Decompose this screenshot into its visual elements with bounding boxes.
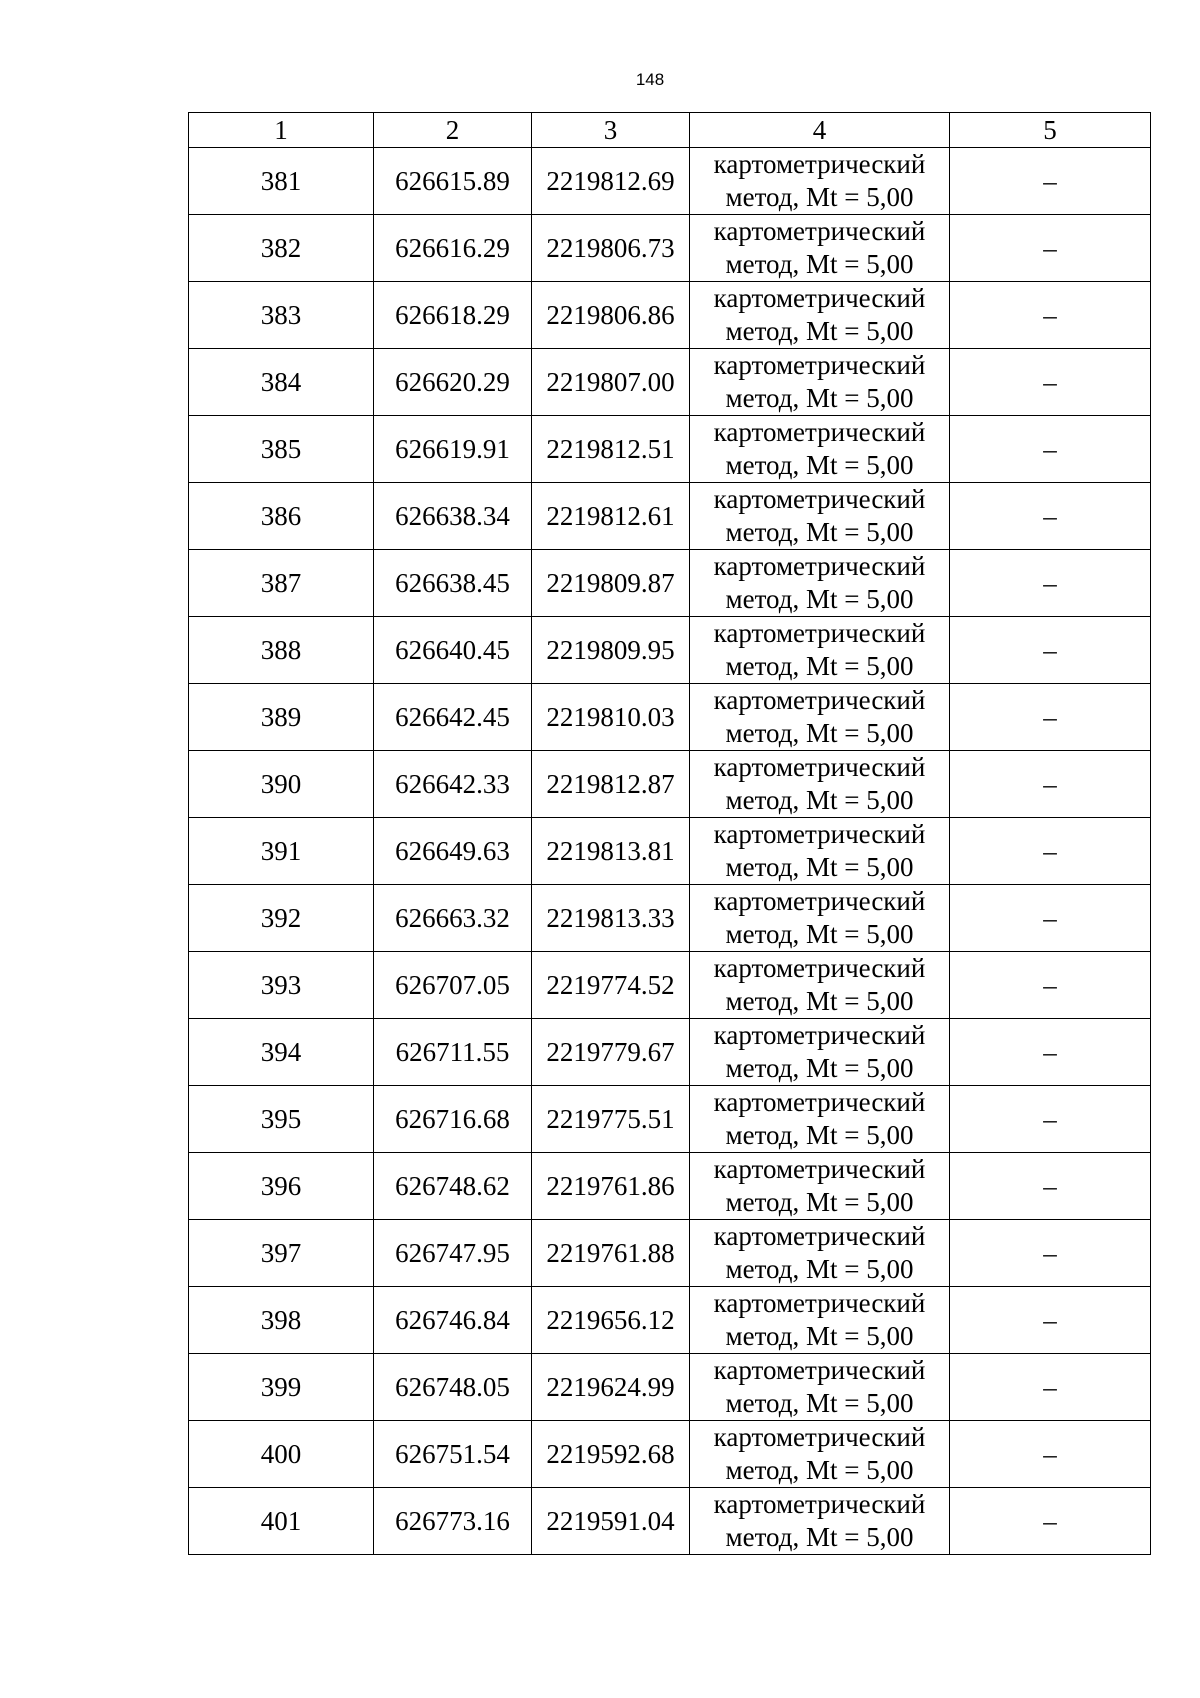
method-line-1: картометрический <box>713 149 926 179</box>
table-row <box>189 1019 1151 1086</box>
method-line-2: метод, Mt = 5,00 <box>725 986 914 1016</box>
method-line-2: метод, Mt = 5,00 <box>725 1120 914 1150</box>
coordinate-y: 2219591.04 <box>532 1488 690 1555</box>
note-cell: – <box>950 684 1151 751</box>
coordinate-x: 626751.54 <box>374 1421 532 1488</box>
point-number: 400 <box>189 1421 374 1488</box>
table-row <box>189 1153 1151 1220</box>
table-row <box>189 617 1151 684</box>
point-number: 394 <box>189 1019 374 1086</box>
coordinate-x: 626748.05 <box>374 1354 532 1421</box>
coordinate-x: 626746.84 <box>374 1287 532 1354</box>
method-cell <box>690 483 950 550</box>
method-line-1: картометрический <box>713 953 926 983</box>
point-number: 392 <box>189 885 374 952</box>
method-cell <box>690 1220 950 1287</box>
point-number: 383 <box>189 282 374 349</box>
point-number: 390 <box>189 751 374 818</box>
coordinate-y: 2219806.73 <box>532 215 690 282</box>
point-number: 395 <box>189 1086 374 1153</box>
method-cell <box>690 416 950 483</box>
method-cell <box>690 751 950 818</box>
coordinate-y: 2219779.67 <box>532 1019 690 1086</box>
coordinate-y: 2219812.69 <box>532 148 690 215</box>
coordinate-y: 2219812.87 <box>532 751 690 818</box>
note-cell: – <box>950 1488 1151 1555</box>
method-cell <box>690 1086 950 1153</box>
table-row <box>189 1354 1151 1421</box>
table-row <box>189 282 1151 349</box>
method-line-1: картометрический <box>713 1288 926 1318</box>
coordinate-x: 626620.29 <box>374 349 532 416</box>
method-line-1: картометрический <box>713 1221 926 1251</box>
method-line-1: картометрический <box>713 1020 926 1050</box>
note-cell: – <box>950 885 1151 952</box>
point-number: 388 <box>189 617 374 684</box>
coordinate-x: 626616.29 <box>374 215 532 282</box>
header-col-4: 4 <box>690 113 950 148</box>
coordinate-x: 626640.45 <box>374 617 532 684</box>
coordinate-x: 626707.05 <box>374 952 532 1019</box>
coordinate-x: 626615.89 <box>374 148 532 215</box>
coordinate-y: 2219806.86 <box>532 282 690 349</box>
coordinate-y: 2219761.86 <box>532 1153 690 1220</box>
method-line-2: метод, Mt = 5,00 <box>725 1388 914 1418</box>
coordinate-y: 2219812.51 <box>532 416 690 483</box>
header-col-1: 1 <box>189 113 374 148</box>
method-cell <box>690 349 950 416</box>
point-number: 391 <box>189 818 374 885</box>
coordinate-x: 626663.32 <box>374 885 532 952</box>
coordinate-x: 626649.63 <box>374 818 532 885</box>
method-line-1: картометрический <box>713 1489 926 1519</box>
coordinate-x: 626748.62 <box>374 1153 532 1220</box>
point-number: 382 <box>189 215 374 282</box>
method-cell <box>690 282 950 349</box>
method-line-2: метод, Mt = 5,00 <box>725 852 914 882</box>
method-line-2: метод, Mt = 5,00 <box>725 517 914 547</box>
method-line-1: картометрический <box>713 1422 926 1452</box>
method-line-2: метод, Mt = 5,00 <box>725 1053 914 1083</box>
point-number: 386 <box>189 483 374 550</box>
method-line-1: картометрический <box>713 350 926 380</box>
point-number: 387 <box>189 550 374 617</box>
method-line-2: метод, Mt = 5,00 <box>725 1187 914 1217</box>
coordinate-y: 2219592.68 <box>532 1421 690 1488</box>
method-line-1: картометрический <box>713 216 926 246</box>
point-number: 401 <box>189 1488 374 1555</box>
method-cell <box>690 550 950 617</box>
point-number: 398 <box>189 1287 374 1354</box>
method-cell <box>690 684 950 751</box>
point-number: 384 <box>189 349 374 416</box>
note-cell: – <box>950 416 1151 483</box>
point-number: 393 <box>189 952 374 1019</box>
table-row <box>189 1287 1151 1354</box>
coordinate-y: 2219813.33 <box>532 885 690 952</box>
note-cell: – <box>950 215 1151 282</box>
method-cell <box>690 1287 950 1354</box>
point-number: 389 <box>189 684 374 751</box>
coordinate-y: 2219656.12 <box>532 1287 690 1354</box>
note-cell: – <box>950 617 1151 684</box>
method-line-2: метод, Mt = 5,00 <box>725 718 914 748</box>
method-line-1: картометрический <box>713 283 926 313</box>
note-cell: – <box>950 1086 1151 1153</box>
coordinate-y: 2219809.87 <box>532 550 690 617</box>
table-row <box>189 1421 1151 1488</box>
method-line-1: картометрический <box>713 685 926 715</box>
note-cell: – <box>950 1354 1151 1421</box>
note-cell: – <box>950 952 1151 1019</box>
method-line-2: метод, Mt = 5,00 <box>725 182 914 212</box>
method-line-1: картометрический <box>713 819 926 849</box>
table-row <box>189 349 1151 416</box>
method-cell <box>690 1153 950 1220</box>
point-number: 397 <box>189 1220 374 1287</box>
note-cell: – <box>950 751 1151 818</box>
table-row <box>189 148 1151 215</box>
coordinate-y: 2219761.88 <box>532 1220 690 1287</box>
method-line-1: картометрический <box>713 417 926 447</box>
coordinate-x: 626747.95 <box>374 1220 532 1287</box>
table-row <box>189 751 1151 818</box>
coordinate-x: 626619.91 <box>374 416 532 483</box>
note-cell: – <box>950 1153 1151 1220</box>
point-number: 381 <box>189 148 374 215</box>
point-number: 396 <box>189 1153 374 1220</box>
coordinate-x: 626773.16 <box>374 1488 532 1555</box>
method-line-2: метод, Mt = 5,00 <box>725 450 914 480</box>
method-line-2: метод, Mt = 5,00 <box>725 919 914 949</box>
method-line-1: картометрический <box>713 618 926 648</box>
table-row <box>189 483 1151 550</box>
note-cell: – <box>950 483 1151 550</box>
table-row <box>189 1220 1151 1287</box>
note-cell: – <box>950 1421 1151 1488</box>
point-number: 399 <box>189 1354 374 1421</box>
coordinate-x: 626618.29 <box>374 282 532 349</box>
note-cell: – <box>950 818 1151 885</box>
method-line-2: метод, Mt = 5,00 <box>725 651 914 681</box>
coordinate-x: 626716.68 <box>374 1086 532 1153</box>
coordinate-x: 626638.34 <box>374 483 532 550</box>
coordinate-x: 626642.33 <box>374 751 532 818</box>
method-cell <box>690 617 950 684</box>
table-row <box>189 550 1151 617</box>
note-cell: – <box>950 1019 1151 1086</box>
coordinates-table <box>188 112 1151 1555</box>
method-cell <box>690 885 950 952</box>
table-row <box>189 416 1151 483</box>
header-col-3: 3 <box>532 113 690 148</box>
method-line-1: картометрический <box>713 886 926 916</box>
note-cell: – <box>950 550 1151 617</box>
point-number: 385 <box>189 416 374 483</box>
method-cell <box>690 818 950 885</box>
method-line-1: картометрический <box>713 752 926 782</box>
header-col-2: 2 <box>374 113 532 148</box>
method-cell <box>690 1019 950 1086</box>
note-cell: – <box>950 1220 1151 1287</box>
table-row <box>189 684 1151 751</box>
coordinate-x: 626642.45 <box>374 684 532 751</box>
method-line-2: метод, Mt = 5,00 <box>725 1321 914 1351</box>
method-cell <box>690 1488 950 1555</box>
coordinate-y: 2219810.03 <box>532 684 690 751</box>
table-row <box>189 885 1151 952</box>
method-line-1: картометрический <box>713 1087 926 1117</box>
coordinate-y: 2219807.00 <box>532 349 690 416</box>
header-col-5: 5 <box>950 113 1151 148</box>
page-number: 148 <box>635 70 665 89</box>
method-line-1: картометрический <box>713 1154 926 1184</box>
coordinate-x: 626711.55 <box>374 1019 532 1086</box>
method-line-2: метод, Mt = 5,00 <box>725 383 914 413</box>
note-cell: – <box>950 282 1151 349</box>
table-body <box>189 148 1151 1555</box>
method-line-1: картометрический <box>713 1355 926 1385</box>
coordinate-y: 2219812.61 <box>532 483 690 550</box>
method-line-2: метод, Mt = 5,00 <box>725 785 914 815</box>
coordinate-y: 2219813.81 <box>532 818 690 885</box>
method-line-2: метод, Mt = 5,00 <box>725 316 914 346</box>
method-line-2: метод, Mt = 5,00 <box>725 1455 914 1485</box>
table-row <box>189 818 1151 885</box>
coordinate-x: 626638.45 <box>374 550 532 617</box>
method-cell <box>690 1354 950 1421</box>
method-cell <box>690 215 950 282</box>
method-line-2: метод, Mt = 5,00 <box>725 1254 914 1284</box>
table-row <box>189 952 1151 1019</box>
note-cell: – <box>950 1287 1151 1354</box>
coordinate-y: 2219774.52 <box>532 952 690 1019</box>
method-cell <box>690 1421 950 1488</box>
coordinate-y: 2219624.99 <box>532 1354 690 1421</box>
method-line-2: метод, Mt = 5,00 <box>725 1522 914 1552</box>
note-cell: – <box>950 349 1151 416</box>
coordinate-y: 2219775.51 <box>532 1086 690 1153</box>
method-line-2: метод, Mt = 5,00 <box>725 249 914 279</box>
method-line-1: картометрический <box>713 551 926 581</box>
coordinate-y: 2219809.95 <box>532 617 690 684</box>
method-line-1: картометрический <box>713 484 926 514</box>
method-cell <box>690 148 950 215</box>
table-row <box>189 1086 1151 1153</box>
table-row <box>189 215 1151 282</box>
table-header-row <box>189 113 1151 148</box>
note-cell: – <box>950 148 1151 215</box>
method-line-2: метод, Mt = 5,00 <box>725 584 914 614</box>
table-row <box>189 1488 1151 1555</box>
method-cell <box>690 952 950 1019</box>
